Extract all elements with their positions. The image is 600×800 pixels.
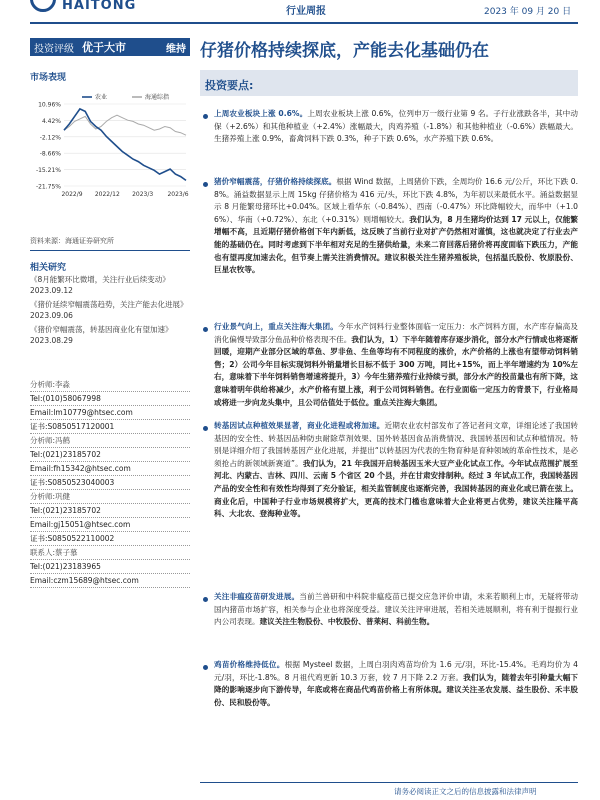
section-5 [214,591,578,629]
related-item[interactable]: 《猪价延续窄幅震荡趋势，关注产能去化进展》2023.09.06 [30,300,188,320]
rating-bar [30,38,190,56]
section-4 [214,420,578,521]
section-text: 我们认为，21 年我国开启转基因玉米大豆产业化试点工作。今年试点范围扩展至河北、内蒙古、吉林、四川、云南 5 个省区 20 个县，并在甘肃安排制种。经过 3 年试点工作，我国转基因产品的安全性和有效性均得到了充分验证，相关监管制度也逐渐完善，我国转基因的商业化或已箭在弦上。商业化后，中国种子行业市场规模将扩大，更高的技术门槛也意味着大企业将更占优势，建议关注隆平高科、大北农、登海种业等。 [214,458,578,519]
y-tick-label: -8.66% [39,150,61,158]
section-lead: 上周农业板块上涨 0.6%。 [214,109,308,118]
analyst-tel: Tel:(021)23185702 [30,504,190,518]
sidebar-divider [30,250,190,251]
section-text: 上周农业板块上涨 0.6%，位列申万一级行业第 9 名。子行业涨跌各半，其中动保（+2.6%）和其他种植业（+2.4%）涨幅最大，肉鸡养殖（-1.8%）和其他种植业（-0.6%）跌幅最大。生猪养殖上涨 0.9%，畜禽饲料下跌 0.3%，种子下跌 0.6%，水产养殖下跌 0.6%。 [214,109,578,144]
bullet-icon [203,114,208,119]
contact-tel: Tel:(021)23183965 [30,560,190,574]
section-text: 我们认为，随着去年引种量大幅下降的影响逐步向下游传导，年底或将在商品代鸡苗价格上有所体现。建议关注圣农发展、益生股份、禾丰股份、民和股份等。 [214,672,578,707]
chart-source: 资料来源：海通证券研究所 [30,237,114,245]
x-tick-label: 2023/3 [132,191,154,198]
section-text: 根据 Wind 数据，上周猪价下跌，全周均价 16.6 元/公斤，环比下跌 0.8%。涌益数据显示上周 15kg 仔猪价格为 416 元/头，环比下跌 4.8%，为年初以来最低水平。涌益数据显示 8 月能繁母猪环比+0.04%。区域上看华东（-0.84%）、西南（-0.47%）环比降幅较大，而华中（+1.06%）、华南（+0.72%）、东北（+0.31%）则增幅较大。 [214,177,578,224]
analyst-tel: Tel:(021)23185702 [30,448,190,462]
section-text: 今年水产饲料行业整体面临一定压力：水产饲料方面，水产库存偏高及消化偏慢导致部分鱼品种价格表现不佳。 [214,322,578,344]
analyst-name: 分析师:巩健 [30,490,190,504]
analyst-email[interactable]: Email:gj15051@htsec.com [30,518,190,532]
section-1 [214,108,578,146]
rating-label: 投资评级 [34,43,74,55]
x-tick-label: 2023/6 [167,191,189,198]
key-points-bar [200,70,578,96]
section-text: 当前兰兽研和中科院非瘟疫苗已提交应急评价申请，未来若顺利上市，无疑将带动国内猪苗市场扩容，相关参与企业也将深度受益。建议关注评审进展，若相关进展顺利，将有利于提振行业内公司表现。 [214,592,579,627]
legend-label: 海通综指 [145,94,170,101]
related-item[interactable]: 《8月能繁环比微增，关注行业后续变动》2023.09.12 [30,275,170,295]
section-2 [214,176,578,277]
section-lead: 行业景气向上，重点关注海大集团。 [214,322,338,331]
y-tick-label: -2.12% [39,134,61,142]
contact-email[interactable]: Email:czm15689@htsec.com [30,574,190,588]
section-lead: 猪价窄幅震荡，仔猪价格持续探底。 [214,177,337,186]
section-lead: 鸡苗价格维持低位。 [214,660,285,669]
footer-divider [200,782,578,783]
section-text: 建议关注生物股份、中牧股份、普莱柯、科前生物。 [259,617,435,627]
section-text: 我们认为，8 月生猪均价达到 17 元以上，仅能繁增幅不高，且近期仔猪价格创下年内新低，这反映了当前行业对扩产仍然相对谨慎，这也就决定了行业去产能的基础仍在。同时考虑到下半年相对充足的生猪供给量，未来二育回落后猪价将再度面临下跌压力，产能也有望再度加速去化，但节奏上需关注消费情况。建议积极关注生猪养殖板块，包括温氏股份、牧原股份、巨星农牧等。 [214,214,579,275]
page-title: 仔猪价格持续探底，产能去化基础仍在 [200,41,489,61]
y-tick-label: -21.75% [35,183,61,191]
contact-name: 联系人:蔡子慕 [30,546,190,560]
haitong-logo-icon [30,0,56,12]
page-header [0,0,600,24]
brand-name: HAITONG [62,0,137,13]
analyst-cert: 证书:S0850523040003 [30,476,190,490]
header-divider [30,22,578,24]
analyst-tel: Tel:(010)58067998 [30,392,190,406]
rating-value: 优于大市 [82,41,126,54]
section-lead: 转基因试点种植效果显著，商业化进程或将加速。 [214,421,385,430]
market-heading: 市场表现 [30,73,67,83]
related-item[interactable]: 《猪价窄幅震荡，转基因商业化有望加速》2023.08.29 [30,325,173,345]
bullet-icon [203,426,208,431]
bullet-icon [203,182,208,187]
analyst-list [30,378,190,588]
footer-disclaimer: 请务必阅读正文之后的信息披露和法律声明 [394,787,537,796]
legend-label: 农业 [95,94,108,101]
analyst-email[interactable]: Email:fh15342@htsec.com [30,462,190,476]
section-6 [214,659,578,709]
related-research-list [30,274,190,349]
section-text: 近期农业农村部发布了答记者问文章，详细论述了我国转基因的安全性、转基因品种防虫耐除草剂效果、国外转基因食品消费情况、我国转基因和试点种植情况。特别是详细介绍了我国转基因产业化进展，并提出“以转基因为代表的生物育种是育种领域的革命性技术，是必须抢占的新领域新赛道”。 [214,421,578,468]
analyst-name: 分析师:李淼 [30,378,190,392]
analyst-email[interactable]: Email:lm10779@htsec.com [30,406,190,420]
bullet-icon [203,327,208,332]
analyst-name: 分析师:冯鹤 [30,434,190,448]
market-performance-chart [30,90,190,210]
report-date: 2023 年 09 月 20 日 [484,7,572,17]
section-text: 根据 Mysteel 数据，上周白羽肉鸡苗均价为 1.6 元/羽，环比-15.4%。毛鸡均价为 4 元/羽，环比-1.8%。8 月祖代鸡更新 10.3 万套，较 7 月下降 2.2 万套。 [214,660,578,682]
analyst-cert: 证书:S0850522110002 [30,532,190,546]
rating-trend: 维持 [166,43,186,55]
series-line-index [64,115,186,135]
analyst-cert: 证书:S0850517120001 [30,420,190,434]
y-tick-label: -15.21% [35,167,61,175]
y-tick-label: 4.42% [41,117,61,125]
key-points-label: 投资要点: [205,79,254,92]
x-tick-label: 2022/12 [94,191,120,198]
bullet-icon [203,597,208,602]
section-lead: 关注非瘟疫苗研发进展。 [214,592,300,601]
section-text: 我们认为，1）下半年随着库存逐步消化，部分水产行情或也将逐渐回暖，迎期产业部分区域的草鱼、罗非鱼、生鱼等均有不同程度的涨价，水产价格的上涨也有望带动饲料销售；2）公司今年目标实现饲料外销量增长目标不低于 300 万吨，同比+15%，而上半年增速约为 10%左右，意味着下半年饲料销售增速将提升，3）今年生猪养殖行业持续亏损，部分水产的投苗量也有所下降，这意味着明年供给将减少，水产价格有望上涨，利于公司饲料销售。在行业面临一定压力的背景下，行业格局或将进一步向龙头集中，且公司估值处于低位。重点关注海大集团。 [214,334,579,407]
bullet-icon [203,665,208,670]
section-3 [214,321,578,409]
y-tick-label: 10.96% [38,101,61,109]
related-heading: 相关研究 [30,263,67,273]
x-tick-label: 2022/9 [61,191,83,198]
report-type: 行业周报 [286,6,326,17]
